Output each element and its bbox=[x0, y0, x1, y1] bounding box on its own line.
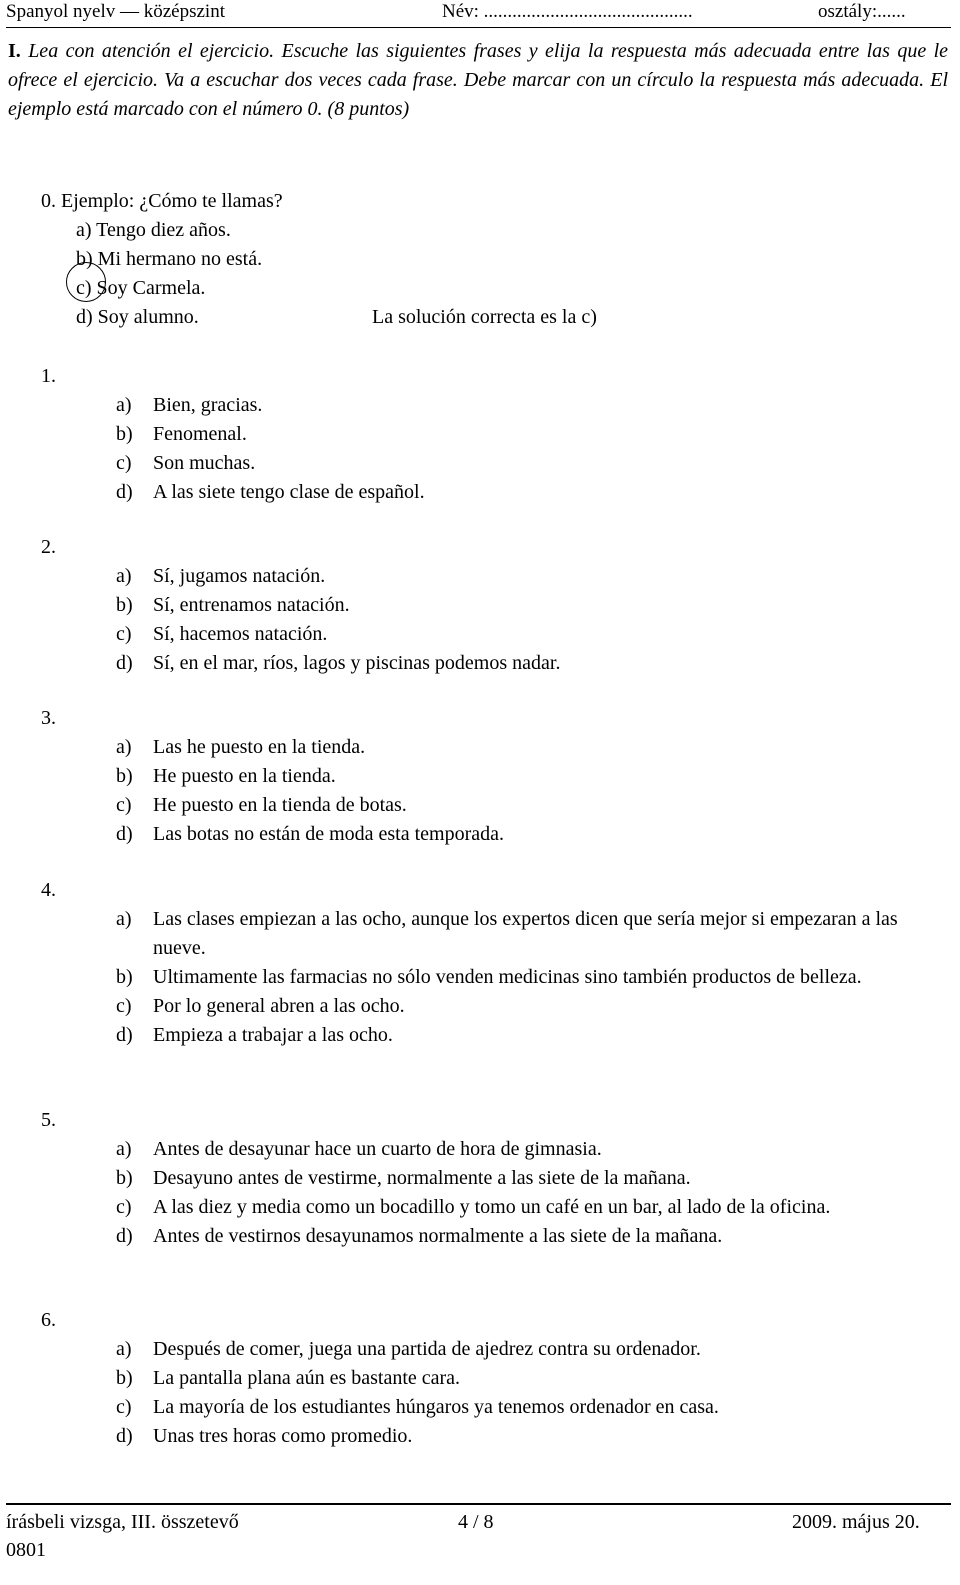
question-number: 2. bbox=[41, 536, 56, 558]
option-text: Ultimamente las farmacias no sólo venden medicinas sino también productos de belleza. bbox=[153, 966, 862, 988]
option-b[interactable] bbox=[116, 1364, 926, 1393]
exam-code: 0801 bbox=[6, 1539, 46, 1561]
option-d[interactable] bbox=[116, 820, 926, 849]
option-c[interactable] bbox=[116, 1393, 926, 1422]
option-b[interactable] bbox=[116, 420, 926, 449]
option-letter: d) bbox=[116, 1425, 133, 1447]
option-text: Sí, entrenamos natación. bbox=[153, 594, 350, 616]
example-option-a: a) Tengo diez años. bbox=[76, 219, 231, 241]
option-letter: a) bbox=[116, 565, 132, 587]
option-d[interactable] bbox=[116, 478, 926, 507]
option-d[interactable] bbox=[116, 1222, 926, 1251]
option-text: Las he puesto en la tienda. bbox=[153, 736, 366, 758]
option-letter: c) bbox=[116, 623, 132, 645]
option-a[interactable] bbox=[116, 733, 926, 762]
option-letter: b) bbox=[116, 765, 133, 787]
option-letter: a) bbox=[116, 1338, 132, 1360]
option-text: Sí, hacemos natación. bbox=[153, 623, 328, 645]
option-letter: b) bbox=[116, 1367, 133, 1389]
task-number: I. bbox=[8, 40, 21, 62]
option-letter: c) bbox=[116, 995, 132, 1017]
option-letter: a) bbox=[116, 1138, 132, 1160]
option-a[interactable] bbox=[116, 905, 926, 963]
option-text: Después de comer, juega una partida de ajedrez contra su ordenador. bbox=[153, 1338, 701, 1360]
option-text: He puesto en la tienda de botas. bbox=[153, 794, 407, 816]
option-letter: d) bbox=[116, 1024, 133, 1046]
exam-part: írásbeli vizsga, III. összetevő bbox=[6, 1511, 239, 1533]
option-letter: b) bbox=[116, 594, 133, 616]
option-d[interactable] bbox=[116, 1422, 926, 1451]
option-letter: d) bbox=[116, 481, 133, 503]
option-d[interactable] bbox=[116, 649, 926, 678]
option-letter: b) bbox=[116, 966, 133, 988]
option-a[interactable] bbox=[116, 562, 926, 591]
example-option-c: c) Soy Carmela. bbox=[76, 277, 206, 299]
option-a[interactable] bbox=[116, 391, 926, 420]
option-letter: c) bbox=[116, 794, 132, 816]
header-rule bbox=[6, 27, 951, 28]
footer-rule bbox=[6, 1503, 951, 1505]
option-b[interactable] bbox=[116, 963, 926, 992]
question-number: 6. bbox=[41, 1309, 56, 1331]
question-number: 1. bbox=[41, 365, 56, 387]
option-text: Sí, jugamos natación. bbox=[153, 565, 326, 587]
option-b[interactable] bbox=[116, 1164, 926, 1193]
example-solution: La solución correcta es la c) bbox=[372, 306, 597, 328]
option-c[interactable] bbox=[116, 620, 926, 649]
option-text: A las diez y media como un bocadillo y tomo un café en un bar, al lado de la oficina. bbox=[153, 1196, 831, 1218]
question-number: 3. bbox=[41, 707, 56, 729]
option-letter: a) bbox=[116, 394, 132, 416]
option-letter: d) bbox=[116, 652, 133, 674]
option-letter: b) bbox=[116, 423, 133, 445]
option-letter: d) bbox=[116, 1225, 133, 1247]
option-a[interactable] bbox=[116, 1135, 926, 1164]
option-text: Antes de vestirnos desayunamos normalmente a las siete de la mañana. bbox=[153, 1225, 723, 1247]
option-text: La mayoría de los estudiantes húngaros ya tenemos ordenador en casa. bbox=[153, 1396, 719, 1418]
option-text: La pantalla plana aún es bastante cara. bbox=[153, 1367, 461, 1389]
option-text: Antes de desayunar hace un cuarto de hora de gimnasia. bbox=[153, 1138, 602, 1160]
option-letter: b) bbox=[116, 1167, 133, 1189]
option-text: Desayuno antes de vestirme, normalmente a las siete de la mañana. bbox=[153, 1167, 691, 1189]
option-letter: c) bbox=[116, 1396, 132, 1418]
option-text: Son muchas. bbox=[153, 452, 256, 474]
option-b[interactable] bbox=[116, 762, 926, 791]
option-text: Fenomenal. bbox=[153, 423, 247, 445]
option-text: Por lo general abren a las ocho. bbox=[153, 995, 405, 1017]
option-c[interactable] bbox=[116, 449, 926, 478]
option-text: A las siete tengo clase de español. bbox=[153, 481, 425, 503]
example-question: 0. Ejemplo: ¿Cómo te llamas? bbox=[41, 190, 283, 212]
option-c[interactable] bbox=[116, 1193, 926, 1222]
exam-date: 2009. május 20. bbox=[792, 1511, 920, 1533]
class-field: osztály:...... bbox=[818, 1, 906, 22]
option-text: Unas tres horas como promedio. bbox=[153, 1425, 413, 1447]
instructions-text: Lea con atención el ejercicio. Escuche las siguientes frases y elija la respuesta más adecuada entre las que le ofrece el ejercicio. Va a escuchar dos veces cada frase. Debe marcar con un círculo la respuesta más adecuada. El ejemplo está marcado con el número 0. (8 puntos) bbox=[8, 40, 949, 120]
option-a[interactable] bbox=[116, 1335, 926, 1364]
option-letter: c) bbox=[116, 452, 132, 474]
question-number: 5. bbox=[41, 1109, 56, 1131]
option-b[interactable] bbox=[116, 591, 926, 620]
option-d[interactable] bbox=[116, 1021, 926, 1050]
option-letter: d) bbox=[116, 823, 133, 845]
option-text: He puesto en la tienda. bbox=[153, 765, 336, 787]
page-number: 4 / 8 bbox=[458, 1511, 494, 1533]
option-letter: a) bbox=[116, 908, 132, 930]
name-field: Név: ............................................ bbox=[442, 1, 693, 22]
subject-level: Spanyol nyelv — középszint bbox=[6, 1, 225, 22]
question-number: 4. bbox=[41, 879, 56, 901]
option-letter: c) bbox=[116, 1196, 132, 1218]
option-c[interactable] bbox=[116, 992, 926, 1021]
answer-circle-mark bbox=[66, 262, 106, 302]
option-text: Las clases empiezan a las ocho, aunque los expertos dicen que sería mejor si empezaran a las nueve. bbox=[153, 908, 898, 959]
option-c[interactable] bbox=[116, 791, 926, 820]
example-option-d: d) Soy alumno. bbox=[76, 306, 199, 328]
option-text: Las botas no están de moda esta temporada. bbox=[153, 823, 504, 845]
option-letter: a) bbox=[116, 736, 132, 758]
example-option-b: b) Mi hermano no está. bbox=[76, 248, 263, 270]
option-text: Empieza a trabajar a las ocho. bbox=[153, 1024, 393, 1046]
option-text: Bien, gracias. bbox=[153, 394, 263, 416]
task-instructions bbox=[8, 37, 948, 124]
page-header bbox=[0, 0, 960, 26]
option-text: Sí, en el mar, ríos, lagos y piscinas podemos nadar. bbox=[153, 652, 561, 674]
